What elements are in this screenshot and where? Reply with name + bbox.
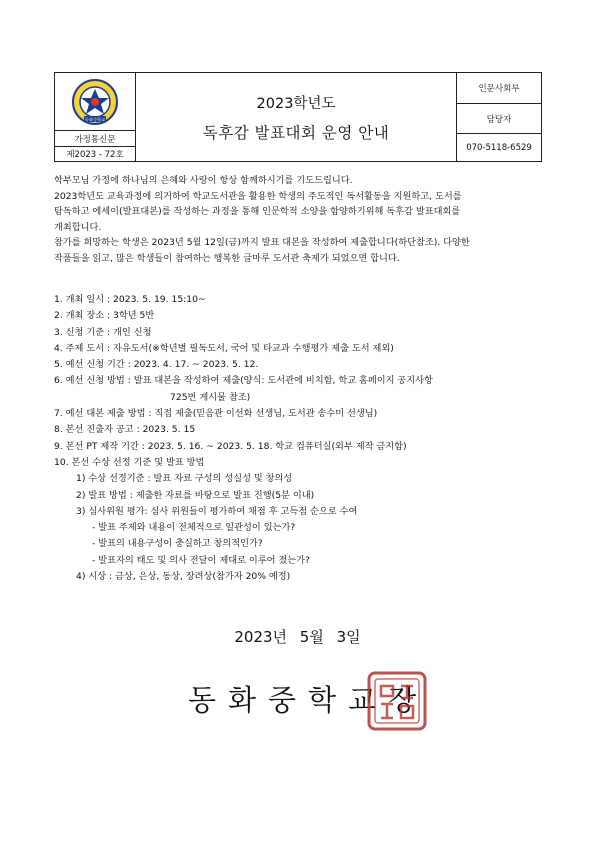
criteria-item: - 발표의 내용구성이 충실하고 창의적인가? <box>92 538 263 550</box>
school-logo <box>70 78 120 126</box>
intro-line: 작품들을 읽고, 많은 학생들이 참여하는 행복한 글마루 도서관 축제가 되었으면 합니다. <box>54 252 400 264</box>
criteria-item: - 발표자의 태도 및 의사 전달이 제대로 이루어 졌는가? <box>92 554 310 566</box>
title-main: 독후감 발표대회 운영 안내 <box>202 123 390 142</box>
list-item: 5. 예선 신청 기간 : 2023. 4. 17. ~ 2023. 5. 12. <box>54 359 259 371</box>
list-item: 10. 본선 수상 선정 기준 및 발표 방법 <box>54 456 205 468</box>
intro-line: 참가를 희망하는 학생은 2023년 5월 12일(금)까지 발표 대본을 작성하여 제출합니다(하단참조). 다양한 <box>54 237 470 249</box>
title-cell <box>136 73 457 161</box>
sub-item: 4) 시상 : 금상, 은상, 동상, 장려상(참가자 20% 예정) <box>76 571 291 583</box>
list-item: 3. 신청 기준 : 개인 신청 <box>54 326 152 338</box>
school-principal-signature: 동화중학교장 <box>188 683 429 717</box>
intro-line: 개최합니다. <box>54 221 102 233</box>
intro-line: 2023학년도 교육과정에 의거하여 학교도서관을 활용한 학생의 주도적인 독서활동을 지원하고, 도서를 <box>54 190 462 202</box>
notice-type-label: 가정통신문 <box>55 130 136 146</box>
list-item-continuation: 725번 게시물 참조) <box>170 391 251 403</box>
notice-number-label: 제2023 - 72호 <box>55 146 136 161</box>
list-item: 2. 개최 장소 : 3학년 5반 <box>54 310 155 322</box>
person-in-charge-label: 담당자 <box>457 103 541 133</box>
criteria-item: - 발표 주제와 내용이 전체적으로 일관성이 있는가? <box>92 522 296 534</box>
list-item: 4. 주제 도서 : 자유도서(※학년별 필독도서, 국어 및 타교과 수행평가 제출 도서 제외) <box>54 342 394 354</box>
sub-item: 2) 발표 방법 : 제출한 자료를 바탕으로 발표 진행(5분 이내) <box>76 489 315 501</box>
official-seal-stamp <box>366 670 428 732</box>
notice-header-table <box>54 72 542 162</box>
logo-cell <box>55 73 136 130</box>
intro-paragraph <box>54 173 544 267</box>
sub-item: 3) 심사위원 평가: 심사 위원들이 평가하여 채점 후 고득점 순으로 수여 <box>76 505 358 517</box>
list-item: 8. 본선 진출자 공고 : 2023. 5. 15 <box>54 424 196 436</box>
title-year: 2023학년도 <box>256 95 336 112</box>
details-list <box>54 292 544 585</box>
phone-number: 070-5118-6529 <box>457 133 541 161</box>
department-label: 인문사회부 <box>478 84 520 94</box>
list-item: 9. 본선 PT 제작 기간 : 2023. 5. 16. ~ 2023. 5. 18. 학교 컴퓨터실(외부 제작 금지함) <box>54 440 407 452</box>
list-item: 6. 예선 신청 방법 : 발표 대본을 작성하여 제출(양식: 도서관에 비치함, 학교 홈페이지 공지사항 <box>54 375 433 387</box>
sub-item: 1) 수상 선정기준 : 발표 자료 구성의 성실성 및 창의성 <box>76 473 293 485</box>
issue-date: 2023년 5월 3일 <box>234 628 361 646</box>
list-item: 1. 개최 일시 : 2023. 5. 19. 15:10~ <box>54 294 206 305</box>
logo-text: 동화중학교 <box>84 116 106 122</box>
intro-line: 학부모님 가정에 하나님의 은혜와 사랑이 항상 함께하시기를 기도드립니다. <box>54 175 353 186</box>
intro-line: 탐독하고 에세이(발표대본)를 작성하는 과정을 통해 인문학적 소양을 함양하기위해 독후감 발표대회를 <box>54 206 461 218</box>
list-item: 7. 예선 대본 제출 방법 : 직접 제출(믿음관 이선화 선생님, 도서관 송수미 선생님) <box>54 408 378 420</box>
